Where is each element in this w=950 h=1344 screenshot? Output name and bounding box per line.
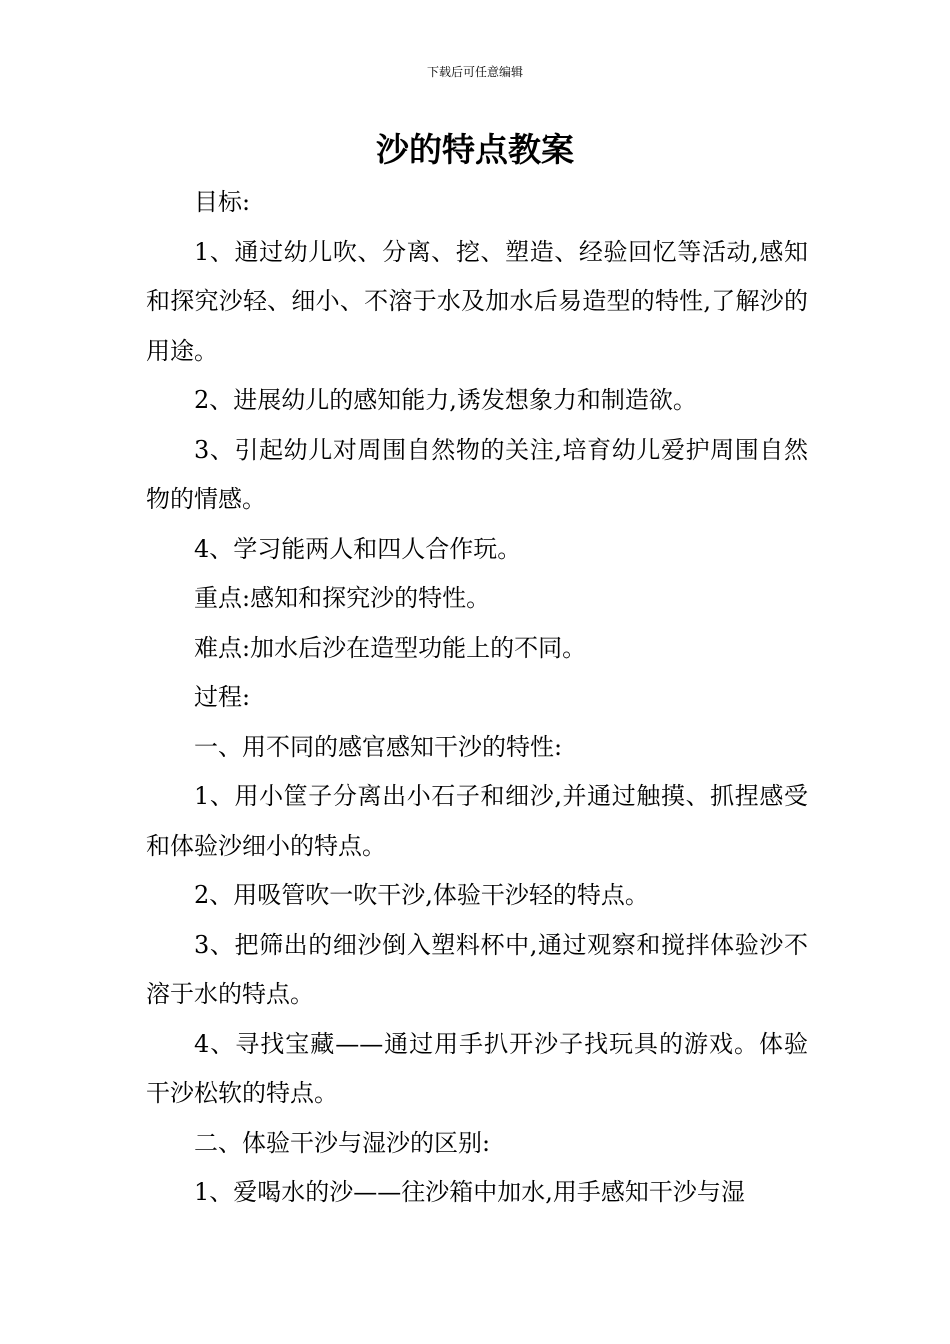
process-part-1-step-2: 2、用吸管吹一吹干沙,体验干沙轻的特点。 [194, 881, 649, 909]
key-point: 重点:感知和探究沙的特性。 [194, 584, 491, 612]
process-part-2-step-1: 1、爱喝水的沙——往沙箱中加水,用手感知干沙与湿 [194, 1178, 745, 1206]
goal-item-3: 3、引起幼儿对周围自然物的关注,培育幼儿爱护周围自然物的情感。 [146, 435, 808, 513]
process-part-1-step-4: 4、寻找宝藏——通过用手扒开沙子找玩具的游戏。体验干沙松软的特点。 [146, 1029, 808, 1107]
goal-item-2: 2、进展幼儿的感知能力,诱发想象力和制造欲。 [194, 386, 697, 414]
section-heading-process: 过程: [194, 683, 251, 711]
process-part-1-step-3: 3、把筛出的细沙倒入塑料杯中,通过观察和搅拌体验沙不溶于水的特点。 [146, 930, 808, 1008]
process-part-1-heading: 一、用不同的感官感知干沙的特性: [194, 732, 563, 761]
goal-item-4: 4、学习能两人和四人合作玩。 [194, 534, 522, 563]
page-header-note: 下载后可任意编辑 [426, 65, 523, 79]
difficulty-point: 难点:加水后沙在造型功能上的不同。 [194, 633, 587, 662]
process-part-2-heading: 二、体验干沙与湿沙的区别: [194, 1128, 491, 1157]
process-part-1-step-1: 1、用小筐子分离出小石子和细沙,并通过触摸、抓捏感受和体验沙细小的特点。 [146, 782, 808, 860]
document-title: 沙的特点教案 [376, 130, 574, 169]
goal-item-1: 1、通过幼儿吹、分离、挖、塑造、经验回忆等活动,感知和探究沙轻、细小、不溶于水及加水后易造型的特性,了解沙的用途。 [146, 237, 808, 365]
document-body [146, 178, 808, 1218]
section-heading-goals: 目标: [194, 188, 251, 216]
